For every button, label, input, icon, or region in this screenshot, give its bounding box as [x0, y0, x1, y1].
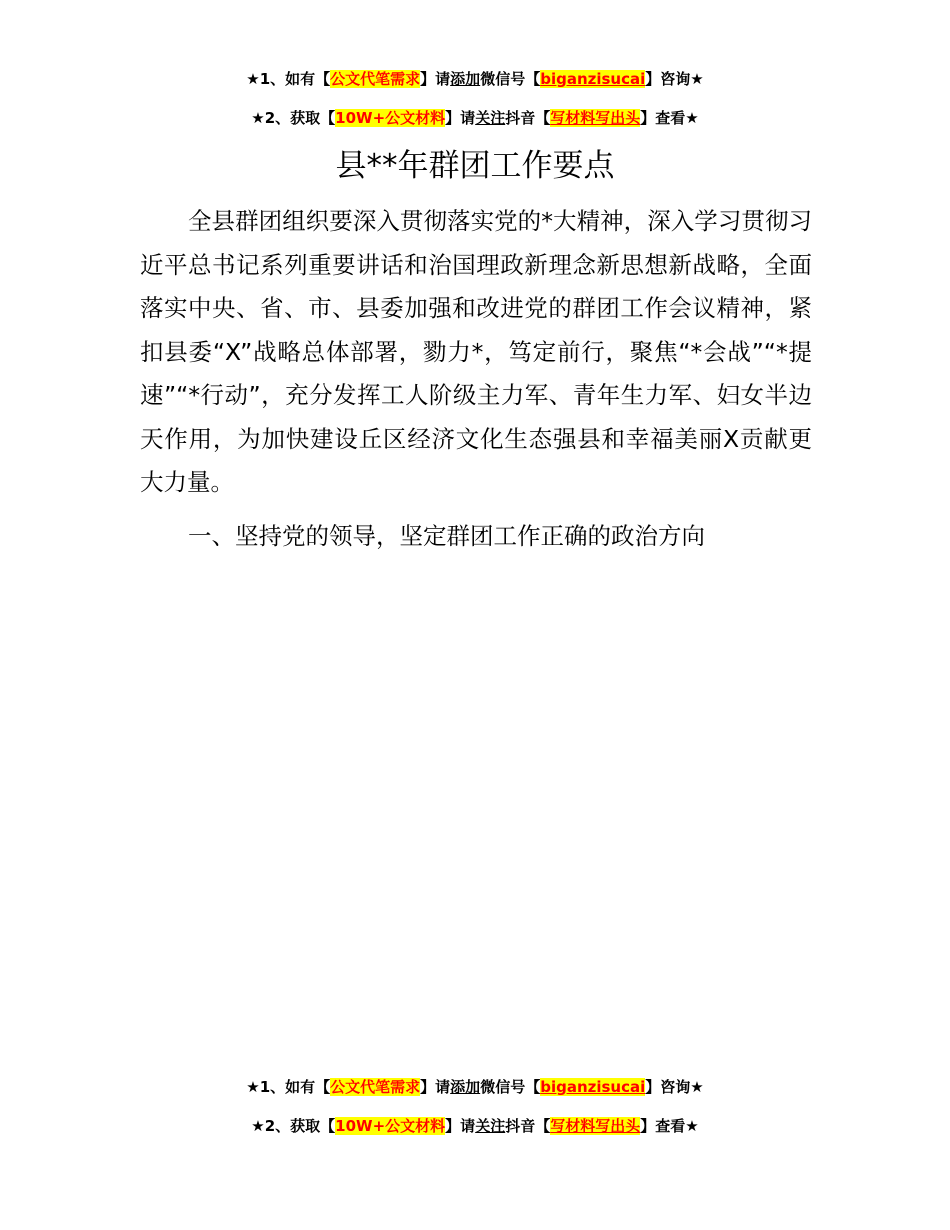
star-icon: ★	[690, 70, 704, 88]
document-paragraph: 全县群团组织要深入贯彻落实党的*大精神，深入学习贯彻习近平总书记系列重要讲话和治国理政新理念新思想新战略，全面落实中央、省、市、县委加强和改进党的群团工作会议精神，紧扣县委“X”战略总体部署，勠力*，笃定前行，聚焦“*会战”“*提速”“*行动”，充分发挥工人阶级主力军、青年生力军、妇女半边天作用，为加快建设丘区经济文化生态强县和幸福美丽X贡献更大力量。	[140, 207, 812, 496]
promo-text: 抖音【	[505, 109, 551, 127]
promo-underlined-text: 添加	[450, 1078, 481, 1096]
star-icon: ★	[251, 1117, 265, 1135]
star-icon: ★	[690, 1078, 704, 1096]
promo-text: 】请	[445, 1117, 476, 1135]
promo-line-2-bottom	[0, 1115, 950, 1137]
promo-highlight: 10W+公文材料	[335, 1117, 446, 1135]
promo-text: 1、如有【	[259, 70, 331, 88]
wechat-id-highlight[interactable]: biganzisucai	[540, 70, 646, 88]
star-icon: ★	[246, 70, 260, 88]
promo-text: 】咨询	[645, 1078, 691, 1096]
promo-underlined-text: 添加	[450, 70, 481, 88]
promo-text: 微信号【	[480, 1078, 541, 1096]
promo-text: 2、获取【	[264, 109, 336, 127]
promo-line-1-bottom	[0, 1076, 950, 1098]
star-icon: ★	[251, 109, 265, 127]
promo-underlined-text: 关注	[475, 109, 506, 127]
promo-underlined-text: 关注	[475, 1117, 506, 1135]
star-icon: ★	[246, 1078, 260, 1096]
promo-text: 】请	[420, 1078, 451, 1096]
promo-text: 】查看	[640, 1117, 686, 1135]
promo-text: 】咨询	[645, 70, 691, 88]
promo-text: 】请	[445, 109, 476, 127]
douyin-account-highlight[interactable]: 写材料写出头	[550, 1117, 641, 1135]
promo-text: 】请	[420, 70, 451, 88]
promo-highlight: 公文代笔需求	[330, 70, 421, 88]
douyin-account-highlight[interactable]: 写材料写出头	[550, 109, 641, 127]
promo-line-2-top	[0, 107, 950, 129]
promo-text: 微信号【	[480, 70, 541, 88]
promo-text: 1、如有【	[259, 1078, 331, 1096]
promo-highlight: 公文代笔需求	[330, 1078, 421, 1096]
star-icon: ★	[685, 109, 699, 127]
wechat-id-highlight[interactable]: biganzisucai	[540, 1078, 646, 1096]
promo-highlight: 10W+公文材料	[335, 109, 446, 127]
promo-text: 】查看	[640, 109, 686, 127]
section-heading: 一、坚持党的领导，坚定群团工作正确的政治方向	[188, 522, 705, 550]
promo-text: 2、获取【	[264, 1117, 336, 1135]
promo-line-1-top	[0, 68, 950, 90]
document-title: 县**年群团工作要点	[335, 148, 615, 184]
star-icon: ★	[685, 1117, 699, 1135]
promo-text: 抖音【	[505, 1117, 551, 1135]
